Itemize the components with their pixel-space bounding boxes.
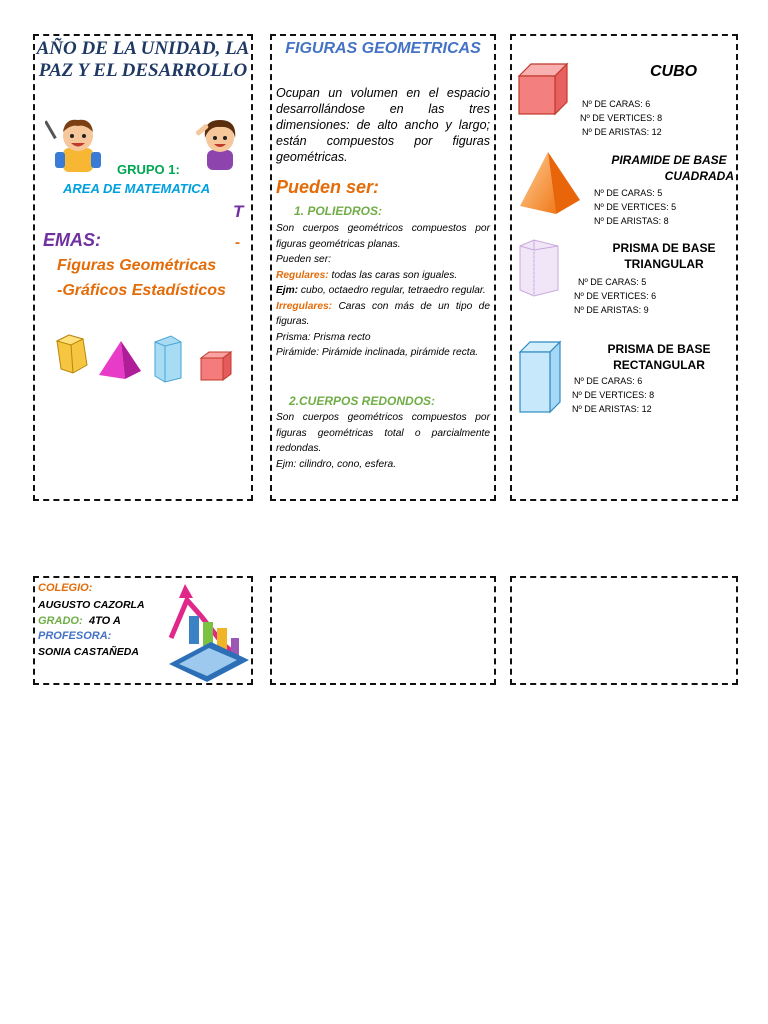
temas-label: EMAS: [43, 230, 101, 250]
piramide-caras: Nº DE CARAS: 5 [594, 188, 663, 198]
girl-cartoon-icon [193, 114, 249, 172]
empty-panel-middle [270, 576, 496, 685]
panel-heading: FIGURAS GEOMETRICAS [285, 40, 481, 57]
redondos-definition: Son cuerpos geométricos compuestos por figuras geométricas total o parcialmente redondas. [276, 412, 490, 454]
poliedros-types-label: Pueden ser: [276, 254, 331, 265]
empty-panel-right [510, 576, 738, 685]
triangular-prism-icon [151, 334, 185, 384]
prisma-rect-vertices: Nº DE VERTICES: 8 [572, 390, 655, 400]
ejm-label: Ejm: [276, 285, 299, 296]
triangular-prism-icon [518, 238, 562, 298]
info-panel [270, 34, 496, 501]
prisma-tri-caras: Nº DE CARAS: 5 [578, 277, 647, 287]
prisma-rect-caras: Nº DE CARAS: 6 [574, 376, 643, 386]
year-title: AÑO DE LA UNIDAD, LA PAZ Y EL DESARROLLO [36, 38, 250, 81]
cover-panel [33, 34, 253, 501]
irregulares-line [276, 299, 490, 330]
cuerpos-redondos-heading: 2.CUERPOS REDONDOS: [289, 394, 436, 408]
prisma-rect-title-line2: RECTANGULAR [613, 358, 705, 372]
piramide-aristas: Nº DE ARISTAS: 8 [594, 216, 669, 226]
redondos-examples: Ejm: cilindro, cono, esfera. [276, 458, 397, 470]
topic-charts: -Gráficos Estadísticos [57, 282, 226, 299]
cubo-caras: Nº DE CARAS: 6 [582, 99, 651, 109]
colegio-label: COLEGIO: [38, 582, 93, 594]
profesora-label: PROFESORA: [38, 630, 112, 642]
profesora-value: SONIA CASTAÑEDA [38, 646, 139, 658]
poliedros-body [276, 221, 490, 361]
intro-paragraph: Ocupan un volumen en el espacio desarrollándose en las tres dimensiones: de alto ancho y largo; están compuestos por figuras geométricas. [276, 86, 490, 164]
prisma-rect-title [594, 341, 724, 373]
piramide-title [604, 152, 734, 184]
pyramid-icon [97, 339, 143, 381]
boy-cartoon-icon [45, 114, 111, 176]
piramide-line: Pirámide: Pirámide inclinada, pirámide recta. [276, 347, 479, 358]
piramide-vertices: Nº DE VERTICES: 5 [594, 202, 677, 212]
grado-value: 4TO A [89, 615, 121, 627]
cuerpos-redondos-body [276, 410, 490, 472]
piramide-title-line1: PIRAMIDE DE BASE [611, 153, 727, 167]
regulares-label: Regulares: [276, 269, 329, 281]
ejm-text: cubo, octaedro regular, tetraedro regular. [298, 285, 486, 296]
pyramid-icon [518, 150, 582, 216]
pueden-ser-heading: Pueden ser: [276, 177, 380, 197]
school-info-panel [33, 576, 253, 685]
hexagonal-prism-icon [51, 331, 91, 377]
temas-dash: - [235, 234, 240, 251]
prisma-tri-title-line2: TRIANGULAR [624, 257, 704, 271]
prisma-line: Prisma: Prisma recto [276, 331, 371, 343]
poliedros-heading: 1. POLIEDROS: [294, 204, 383, 218]
area-label: AREA DE MATEMATICA [63, 181, 211, 196]
irregulares-text: Caras con más de un tipo de figuras. [276, 300, 490, 327]
grado-label: GRADO: [38, 615, 83, 627]
cube-icon [517, 62, 569, 116]
irregulares-label: Irregulares: [276, 300, 333, 312]
cubo-aristas: Nº DE ARISTAS: 12 [582, 127, 662, 137]
temas-t-letter: T [233, 202, 244, 221]
group-label: GRUPO 1: [117, 162, 180, 177]
ejm-line [276, 283, 490, 299]
prisma-rect-title-line1: PRISMA DE BASE [607, 342, 711, 356]
rectangular-prism-icon [518, 340, 562, 414]
prisma-rect-aristas: Nº DE ARISTAS: 12 [572, 404, 652, 414]
cubo-title: CUBO [650, 63, 698, 80]
cube-icon [197, 348, 233, 384]
colegio-value: AUGUSTO CAZORLA [38, 599, 145, 611]
shapes-panel [510, 34, 738, 501]
topic-figures: Figuras Geométricas [57, 257, 217, 274]
prisma-tri-title [604, 240, 724, 272]
poliedros-definition: Son cuerpos geométricos compuestos por figuras geométricas planas. [276, 223, 490, 250]
regulares-text: todas las caras son iguales. [328, 269, 458, 281]
prisma-tri-title-line1: PRISMA DE BASE [612, 241, 716, 255]
prisma-tri-vertices: Nº DE VERTICES: 6 [574, 291, 657, 301]
cubo-vertices: Nº DE VERTICES: 8 [580, 113, 663, 123]
regulares-line [276, 268, 490, 284]
bar-chart-calculator-icon [163, 580, 251, 682]
piramide-title-line2: CUADRADA [664, 169, 734, 183]
prisma-tri-aristas: Nº DE ARISTAS: 9 [574, 305, 649, 315]
